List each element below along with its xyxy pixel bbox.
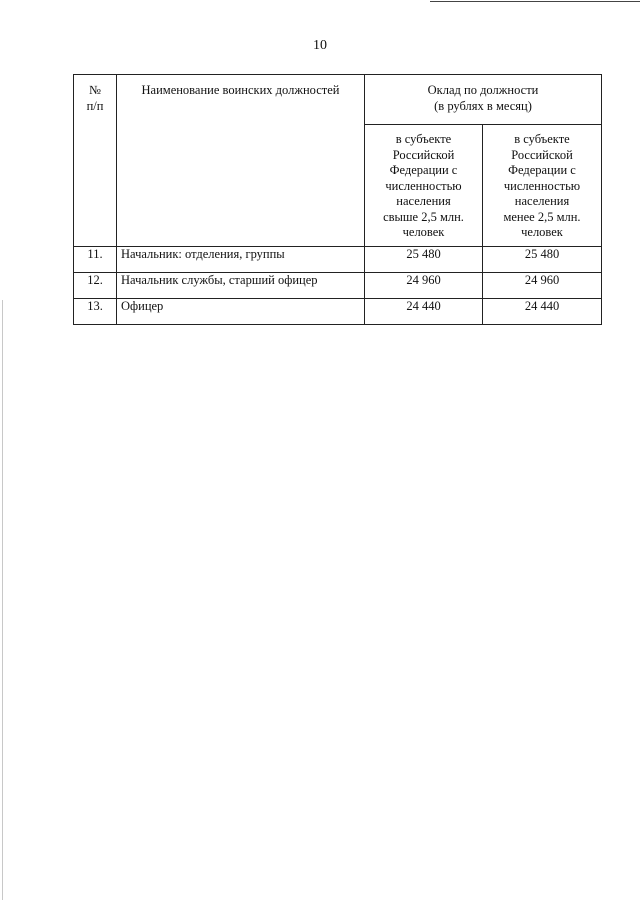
header-salary: Оклад по должности (в рублях в месяц) [365, 75, 602, 125]
header-number: № п/п [74, 75, 117, 247]
header-position-name: Наименование воинских должностей [117, 75, 365, 247]
row-salary-over: 24 960 [365, 273, 483, 299]
row-salary-over: 25 480 [365, 247, 483, 273]
table-row [74, 299, 602, 325]
scan-edge-left [2, 300, 3, 900]
table-row [74, 273, 602, 299]
header-population-over: в субъекте Российской Федерации с численностью населения свыше 2,5 млн. человек [365, 125, 483, 247]
row-salary-under: 24 960 [483, 273, 602, 299]
row-number: 11. [74, 247, 117, 273]
scan-edge-top [430, 1, 640, 2]
table-row [74, 247, 602, 273]
row-salary-under: 25 480 [483, 247, 602, 273]
row-number: 13. [74, 299, 117, 325]
row-number: 12. [74, 273, 117, 299]
header-population-under: в субъекте Российской Федерации с численностью населения менее 2,5 млн. человек [483, 125, 602, 247]
page-number: 10 [313, 38, 327, 53]
row-salary-under: 24 440 [483, 299, 602, 325]
header-row [74, 75, 602, 125]
row-salary-over: 24 440 [365, 299, 483, 325]
row-position: Офицер [117, 299, 365, 325]
row-position: Начальник: отделения, группы [117, 247, 365, 273]
row-position: Начальник службы, старший офицер [117, 273, 365, 299]
salary-table [73, 74, 602, 325]
